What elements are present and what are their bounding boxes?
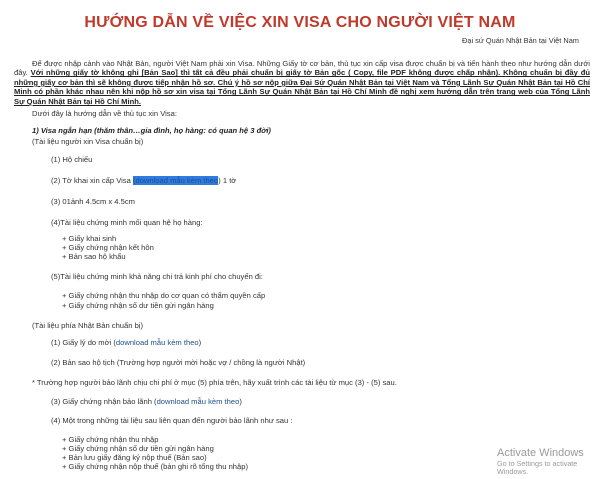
intro-paragraph — [14, 59, 590, 106]
guarantor-note: * Trường hợp người bảo lãnh chịu chi phí ở mục (5) phía trên, hãy xuất trình các tài liệu từ mục (3) - (5) sau. — [32, 378, 397, 387]
visa-form-suffix: ) 1 tờ — [218, 176, 237, 185]
watermark-subtitle: Go to Settings to activate Windows. — [497, 458, 578, 476]
activate-windows-watermark — [497, 447, 600, 476]
sub-item-tax-registration-copy: + Bản lưu giấy đăng ký nộp thuế (Bản sao) — [62, 453, 207, 462]
list-item-photo: (3) 01ảnh 4.5cm x 4.5cm — [51, 197, 135, 206]
list-item-invitation-letter — [51, 338, 201, 347]
japan-side-docs-note: (Tài liệu phía Nhật Bản chuẩn bị) — [32, 321, 144, 330]
watermark-title: Activate Windows — [497, 447, 584, 459]
list-item-family-register: (2) Bản sao hộ tịch (Trường hợp người mời hoặc vợ / chồng là người Nhật) — [51, 358, 306, 367]
download-invitation-link[interactable]: download mẫu kèm theo — [115, 338, 199, 347]
list-item-relationship-docs: (4)Tài liệu chứng minh mối quan hệ họ hàng: — [51, 218, 203, 227]
applicant-docs-note: (Tài liệu người xin Visa chuẩn bị) — [32, 137, 144, 146]
list-item-visa-form — [51, 176, 236, 185]
invitation-label: (1) Giấy lý do mời ( — [51, 338, 116, 347]
intro-text: Để được nhập cảnh vào Nhật Bản, người Việt Nam phải xin Visa. Những Giấy tờ cơ bản, thủ tục xin cấp visa được chuẩn bị và tiến hành theo như hướng dẫn dưới đây. — [14, 59, 590, 78]
download-guarantee-link[interactable]: download mẫu kèm theo — [156, 397, 240, 406]
section-heading-short-term-visa: 1) Visa ngắn hạn (thăm thân…gia đình, họ hàng: có quan hệ 3 đời) — [32, 126, 271, 135]
list-item-guarantee-letter — [51, 397, 242, 406]
invitation-suffix: ) — [198, 338, 202, 347]
list-item-guarantor-docs: (4) Một trong những tài liệu sau liên quan đến người bảo lãnh như sau : — [51, 416, 293, 425]
embassy-name: Đại sứ Quán Nhật Bản tại Việt Nam — [462, 36, 579, 45]
intro-important-note: Với những giấy tờ không ghi [Bản Sao] thì tất cả đều phải chuẩn bị giấy tờ Bản gốc ( Copy, file PDF không được chấp nhận). Không chuẩn bị đầy đủ những giấy cơ bản thì sẽ không được tiếp nhận hồ sơ. Chú ý hồ sơ nộp giữa Đại Sứ Quán Nhật Bản tại Việt Nam và Tổng Lãnh Sự Quán Nhật Bản tại Hồ Chí Minh có phần khác nhau nên khi nộp hồ sơ xin visa tại Tổng Lãnh Sự Quán Nhật Bản tại Hồ Chí Minh đề nghị xem hướng dẫn trên trang web của Tổng Lãnh Sự Quán Nhật Bản tại Hồ Chí Minh. — [14, 68, 590, 106]
guarantee-label: (3) Giấy chứng nhận bảo lãnh ( — [51, 397, 157, 406]
sub-item-bank-balance: + Giấy chứng nhận số dư tiền gửi ngân hàng — [62, 301, 214, 310]
sub-item-household-register: + Bản sao hộ khẩu — [62, 252, 126, 261]
intro-guide-line: Dưới đây là hướng dẫn về thủ tục xin Visa: — [32, 109, 177, 118]
sub-item-income-certificate: + Giấy chứng nhận thu nhập do cơ quan có thẩm quyền cấp — [62, 291, 266, 300]
list-item-financial-docs: (5)Tài liệu chứng minh khả năng chi trả kinh phí cho chuyến đi: — [51, 272, 263, 281]
page-title: HƯỚNG DẪN VỀ VIỆC XIN VISA CHO NGƯỜI VIỆT NAM — [84, 14, 516, 31]
sub-item-guarantor-bank-balance: + Giấy chứng nhận số dư tiền gửi ngân hàng — [62, 444, 214, 453]
sub-item-marriage-certificate: + Giấy chứng nhận kết hôn — [62, 243, 154, 252]
guarantee-suffix: ) — [239, 397, 242, 406]
sub-item-birth-certificate: + Giấy khai sinh — [62, 234, 117, 243]
visa-form-label: (2) Tờ khai xin cấp Visa — [51, 176, 133, 185]
download-form-link[interactable]: (download mẫu kèm theo — [132, 176, 219, 185]
sub-item-guarantor-income: + Giấy chứng nhận thu nhập — [62, 435, 159, 444]
sub-item-tax-payment-certificate: + Giấy chứng nhận nộp thuế (bản ghi rõ tổng thu nhập) — [62, 462, 248, 471]
list-item-passport: (1) Hộ chiếu — [51, 155, 93, 164]
